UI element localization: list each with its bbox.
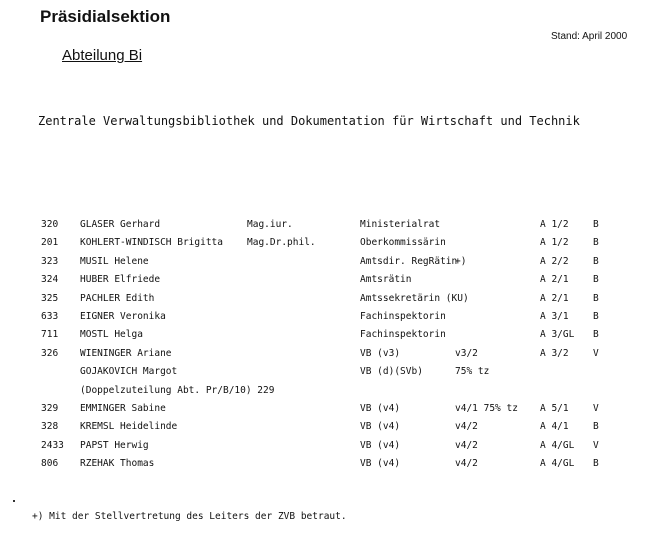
staff-row [0, 308, 662, 326]
staff-row [0, 326, 662, 344]
staff-position: Oberkommissärin [360, 237, 446, 249]
staff-row [0, 290, 662, 308]
staff-name: MOSTL Helga [80, 329, 143, 341]
speck-mark [13, 500, 15, 502]
staff-name: EIGNER Veronika [80, 310, 166, 322]
staff-category: B [593, 329, 599, 341]
staff-category: B [593, 292, 599, 304]
staff-row [0, 345, 662, 363]
staff-number: 323 [41, 255, 59, 267]
staff-position: VB (d)(SVb) [360, 366, 423, 378]
staff-name: RZEHAK Thomas [80, 458, 155, 470]
staff-name: EMMINGER Sabine [80, 402, 166, 414]
staff-extra: v4/2 [455, 439, 478, 451]
staff-name: PAPST Herwig [80, 439, 149, 451]
staff-extra: 75% tz [455, 366, 490, 378]
section-heading: Zentrale Verwaltungsbibliothek und Dokumentation für Wirtschaft und Technik [38, 114, 580, 128]
staff-category: B [593, 219, 599, 230]
staff-number: 324 [41, 274, 59, 286]
staff-row [0, 455, 662, 473]
staff-number: 326 [41, 347, 59, 359]
staff-name: HUBER Elfriede [80, 274, 161, 286]
staff-row [0, 363, 662, 381]
staff-number: 806 [41, 458, 59, 470]
staff-title: Mag.Dr.phil. [247, 237, 316, 249]
staff-name: MUSIL Helene [80, 255, 149, 267]
staff-row [0, 216, 662, 234]
staff-position: VB (v4) [360, 402, 401, 414]
staff-row [0, 253, 662, 271]
staff-position: Fachinspektorin [360, 310, 446, 322]
staff-name: PACHLER Edith [80, 292, 155, 304]
staff-position: Ministerialrat [360, 219, 441, 230]
staff-number: 201 [41, 237, 59, 249]
staff-category: B [593, 458, 599, 470]
staff-title: Mag.iur. [247, 219, 293, 230]
staff-grade: A 5/1 [540, 402, 569, 414]
staff-grade: A 4/GL [540, 439, 575, 451]
staff-grade: A 3/1 [540, 310, 569, 322]
staff-list [0, 216, 662, 473]
page-title: Präsidialsektion [40, 7, 171, 26]
staff-extra: v4/1 75% tz [455, 402, 518, 414]
staff-position: Amtssekretärin (KU) [360, 292, 469, 304]
staff-name: KOHLERT-WINDISCH Brigitta [80, 237, 223, 249]
staff-name: KREMSL Heidelinde [80, 421, 178, 433]
stand-date: Stand: April 2000 [551, 31, 628, 42]
staff-category: B [593, 310, 599, 322]
staff-extra: v4/2 [455, 458, 478, 470]
staff-grade: A 1/2 [540, 237, 569, 249]
staff-grade: A 3/2 [540, 347, 569, 359]
staff-number: 320 [41, 219, 59, 230]
staff-category: B [593, 421, 599, 433]
staff-row [0, 400, 662, 418]
staff-position: VB (v4) [360, 458, 401, 470]
staff-category: V [593, 347, 599, 359]
staff-extra: +) [455, 255, 467, 267]
staff-number: 325 [41, 292, 59, 304]
staff-row [0, 382, 662, 400]
staff-grade: A 4/1 [540, 421, 569, 433]
staff-position: Fachinspektorin [360, 329, 446, 341]
department-heading: Abteilung Bi [62, 47, 143, 64]
staff-name: GOJAKOVICH Margot [80, 366, 178, 378]
staff-grade: A 3/GL [540, 329, 575, 341]
staff-position: Amtsrätin [360, 274, 412, 286]
staff-grade: A 2/1 [540, 274, 569, 286]
staff-category: B [593, 255, 599, 267]
staff-grade: A 2/1 [540, 292, 569, 304]
staff-number: 711 [41, 329, 59, 341]
staff-category: V [593, 439, 599, 451]
staff-category: V [593, 402, 599, 414]
staff-category: B [593, 237, 599, 249]
staff-name: (Doppelzuteilung Abt. Pr/B/10) 229 [80, 384, 275, 396]
footnote: +) Mit der Stellvertretung des Leiters der ZVB betraut. [32, 511, 347, 522]
staff-position: VB (v3) [360, 347, 401, 359]
staff-grade: A 1/2 [540, 219, 569, 230]
staff-category: B [593, 274, 599, 286]
staff-extra: v4/2 [455, 421, 478, 433]
staff-row [0, 418, 662, 436]
staff-number: 329 [41, 402, 59, 414]
staff-row [0, 271, 662, 289]
staff-number: 2433 [41, 439, 64, 451]
staff-row [0, 234, 662, 252]
staff-number: 633 [41, 310, 59, 322]
staff-position: VB (v4) [360, 439, 401, 451]
staff-number: 328 [41, 421, 59, 433]
staff-row [0, 437, 662, 455]
staff-extra: v3/2 [455, 347, 478, 359]
staff-grade: A 4/GL [540, 458, 575, 470]
staff-name: GLASER Gerhard [80, 219, 161, 230]
staff-name: WIENINGER Ariane [80, 347, 172, 359]
staff-position: VB (v4) [360, 421, 401, 433]
staff-position: Amtsdir. RegRätin [360, 255, 458, 267]
staff-grade: A 2/2 [540, 255, 569, 267]
